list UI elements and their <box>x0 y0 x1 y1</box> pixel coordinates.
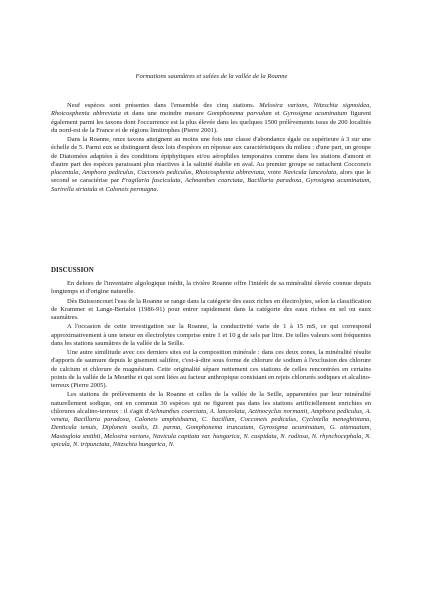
species-name: Caloneis amphisbaena <box>134 416 197 423</box>
species-name: G. attenuatum <box>329 424 370 432</box>
species-name: Denticula tenuis <box>51 424 97 432</box>
species-name: N. cuspidata <box>243 432 277 440</box>
species-name: Amphora pediculus <box>310 407 362 415</box>
species-name: Surirella striatula <box>51 185 98 193</box>
species-name: Achnanthes coarctata <box>149 407 207 415</box>
paragraph: Dès Buissoncourt l'eau de la Roanne se range dans la catégorie des eaux riches en électrolytes, selon la classification de Krammer et Lange-Bertalot (1986-91) pour entrer rapidement dans la catégorie des eaux riches en sel ou eaux saumâtres. <box>51 297 371 321</box>
species-name: Navicula capitata var. hungarica <box>152 432 240 440</box>
species-name: Fragilaria fasciculata <box>121 177 181 185</box>
species-name: N. tripunctata <box>73 440 110 448</box>
species-name: Cocconeis pediculus <box>240 416 297 423</box>
species-name: C. bacillum <box>201 416 235 423</box>
species-name: Achnanthes coarctata <box>185 177 243 185</box>
species-name: Caloneis permagna <box>105 185 157 193</box>
intro-section <box>51 102 371 194</box>
species-name: Bacillaria paradoxa <box>247 177 302 185</box>
species-name: Nitzschia sigmoidea <box>313 102 370 109</box>
species-name: A. lanceolata <box>209 407 245 415</box>
species-name: Nitzschia hungarica <box>112 440 166 448</box>
species-name: Melosira varians <box>259 102 308 109</box>
species-name: N. radiosa <box>280 432 309 440</box>
running-header: Formations saumâtres et salées de la vallée de la Roanne <box>135 73 288 80</box>
species-name: N. <box>168 440 175 448</box>
species-name: D. parma <box>152 424 181 432</box>
paragraph: Neuf espèces sont présentes dans l'ensemble des cinq stations. Melosira varians, Nitzschia sigmoidea, Rhoicosphenia abbreviata et dans une moindre mesure Gomphonema parvulum et Gyrosigma acuminatum figurent également parmi les taxons dont l'occurrence est la plus élevée dans les quelques 1500 prélèvements issus de 200 localités du nord-est de la France et de régions limitrophes (Pierre 2001). <box>51 102 372 134</box>
species-name: Gomphonema parvulum <box>207 110 272 118</box>
paragraph: A l'occasion de cette investigation sur la Roanne, la conductivité varie de 1 à 15 mS, ce qui correspond approximativement à une teneur en électrolytes comprise entre 1 et 10 g de sels par litre. De telles valeurs sont fréquentes dans les stations saumâtres de la vallée de la Seille. <box>51 323 371 347</box>
paragraph: Une autre similitude avec ces derniers sites est la composition minérale : dans ces deux zones, la minéralité résulte d'apports de saumure depuis le gisement salifère, c'est-à-dire sous forme de chlorure de sodium à l'exclusion des chlorure de calcium et chlorure de magnésium. Cette originalité sépare nettement ces stations de celles rencontrées en certains points de la vallée de la Meurthe et qui sont liées au facteur anthropique consistant en rejets chlorurés sodiques et alcalino-terreux (Pierre 2005). <box>51 349 371 389</box>
species-name: N. rhynchocephala <box>311 432 362 440</box>
discussion-section <box>51 266 371 449</box>
species-name: Actinocyclus normanii <box>248 407 308 415</box>
paragraph: Dans la Roanne, onze taxons atteignent au moins une fois une classe d'abondance égale ou supérieure à 3 sur une échelle de 5. Parmi eux se distinguent deux lots d'espèces en réponse aux caractéristiques du milieu : d'une part, un groupe de Diatomées adaptées à des conditions épiphytiques et/ou aérophiles temporaires comme dans les stations d'amont et d'autre part des espèces paraissant plus réactives à la salinité établie en aval. Au premier groupe se rattachent Cocconeis placentula, Amphora pediculus, Cocconeis pediculus, Rhoicosphenia abbreviata, voire Navicula lanceolata, alors que le second se caractérise par Fragilaria fasciculata, Achnanthes coarctata, Bacillaria paradoxa, Gyrosigma acuminatum, Surirella striatula et Caloneis permagna. <box>51 136 372 193</box>
paragraph: Les stations de prélèvements de la Roanne et celles de la vallée de la Seille, apparentées par leur minéralité naturellement sodique, ont en commun 30 espèces qui ne figurent pas dans les stations artificiellement enrichies en chlorures alcalino-terreux : il s'agit d'Achnanthes coarctata, A. lanceolata, Actinocyclus normanii, Amphora pediculus, A. veneta, Bacillaria paradoxa, Caloneis amphisbaena, C. bacillum, Cocconeis pediculus, Cyclotella meneghiniana, Denticula tenuis, Diploneis ovalis, D. parma, Gomphonema truncatum, Gyrosigma acuminatum, G. attenuatum, Mastogloia smithii, Melosira varians, Navicula capitata var. hungarica, N. cuspidata, N. radiosa, N. rhynchocephala, N. spicula, N. tripunctata, Nitzschia hungarica, N. <box>51 391 372 448</box>
species-name: N. spicula <box>51 432 372 448</box>
species-name: Diploneis ovalis <box>102 424 147 432</box>
species-name: Melosira varians <box>103 432 149 440</box>
species-name: Navicula lanceolata <box>283 169 337 176</box>
species-name: A. veneta <box>51 407 372 423</box>
species-name: Gyrosigma acuminatum <box>283 110 348 118</box>
species-name: Bacillaria paradoxa <box>73 416 129 423</box>
species-name: Rhoicosphenia abbreviata <box>51 110 121 118</box>
species-name: Gyrosigma acuminatum <box>259 424 324 432</box>
species-name: Gyrosigma acuminatum <box>305 177 370 185</box>
species-name: Rhoicosphenia abbreviata <box>195 169 264 176</box>
section-heading: DISCUSSION <box>51 266 94 274</box>
species-name: Cocconeis pediculus <box>137 169 192 176</box>
species-name: Amphora pediculus <box>82 169 134 176</box>
species-name: Mastogloia smithii <box>51 432 101 440</box>
species-name: Gomphonema truncatum <box>185 424 254 432</box>
species-name: Cocconeis placentula <box>51 160 371 176</box>
species-name: Cyclotella meneghiniana <box>301 416 370 423</box>
paragraph: En dehors de l'inventaire algologique inédit, la rivière Roanne offre l'intérêt de sa minéralité élevée connue depuis longtemps et d'origine naturelle. <box>51 280 371 296</box>
